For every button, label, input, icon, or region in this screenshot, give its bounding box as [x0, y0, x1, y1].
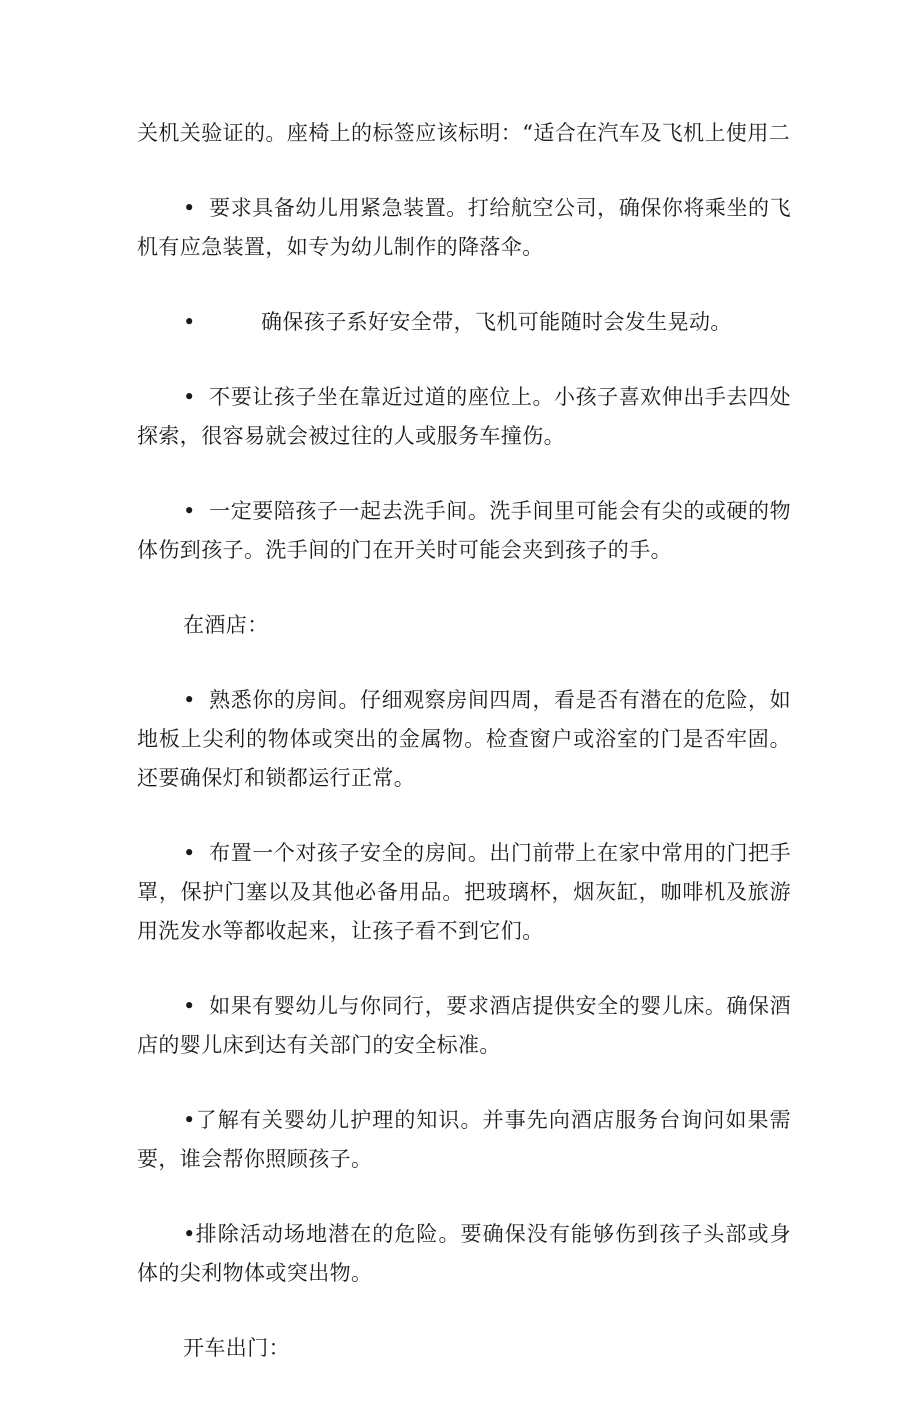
paragraph-text: 熟悉你的房间。仔细观察房间四周，看是否有潜在的危险，如地板上尖利的物体或突出的金属物。检查窗户或浴室的门是否牢固。还要确保灯和锁都运行正常。: [137, 688, 791, 790]
bullet-crib: [137, 987, 791, 1065]
bullet-know-room: [137, 681, 791, 798]
bullet-restroom: [137, 492, 791, 570]
bullet-seatbelt: [137, 303, 791, 342]
bullet-icon: •: [183, 1108, 196, 1132]
paragraph-text: 要求具备幼儿用紧急装置。打给航空公司，确保你将乘坐的飞机有应急装置，如专为幼儿制作的降落伞。: [137, 196, 791, 259]
section-heading-hotel: [137, 606, 791, 645]
paragraph-car-seat-label: [137, 114, 791, 153]
paragraph-text: 关机关验证的。座椅上的标签应该标明：“适合在汽车及飞机上使用二: [137, 121, 791, 145]
bullet-icon: •: [183, 841, 196, 865]
bullet-icon: •: [183, 310, 196, 334]
bullet-icon: •: [183, 385, 196, 409]
paragraph-text: 排除活动场地潜在的危险。要确保没有能够伤到孩子头部或身体的尖利物体或突出物。: [137, 1222, 791, 1285]
bullet-icon: •: [183, 1222, 196, 1246]
bullet-play-area: [137, 1215, 791, 1293]
section-heading-driving: [137, 1329, 791, 1368]
bullet-icon: •: [183, 994, 196, 1018]
bullet-icon: •: [183, 196, 196, 220]
paragraph-text: 如果有婴幼儿与你同行，要求酒店提供安全的婴儿床。确保酒店的婴儿床到达有关部门的安全标准。: [137, 994, 791, 1057]
section-heading-text: 在酒店：: [183, 613, 269, 637]
section-heading-text: 开车出门：: [183, 1336, 290, 1360]
bullet-icon: •: [183, 688, 196, 712]
paragraph-text: 不要让孩子坐在靠近过道的座位上。小孩子喜欢伸出手去四处探索，很容易就会被过往的人或服务车撞伤。: [137, 385, 791, 448]
document-body: [137, 114, 791, 1404]
bullet-childcare: [137, 1101, 791, 1179]
paragraph-text: 布置一个对孩子安全的房间。出门前带上在家中常用的门把手罩，保护门塞以及其他必备用品。把玻璃杯，烟灰缸，咖啡机及旅游用洗发水等都收起来，让孩子看不到它们。: [137, 841, 791, 943]
bullet-icon: •: [183, 499, 196, 523]
paragraph-text: 一定要陪孩子一起去洗手间。洗手间里可能会有尖的或硬的物体伤到孩子。洗手间的门在开关时可能会夹到孩子的手。: [137, 499, 791, 562]
paragraph-text: 确保孩子系好安全带，飞机可能随时会发生晃动。: [261, 310, 732, 334]
bullet-aisle-seat: [137, 378, 791, 456]
bullet-emergency-device: [137, 189, 791, 267]
bullet-safe-room: [137, 834, 791, 951]
paragraph-text: 了解有关婴幼儿护理的知识。并事先向酒店服务台询问如果需要，谁会帮你照顾孩子。: [137, 1108, 791, 1171]
